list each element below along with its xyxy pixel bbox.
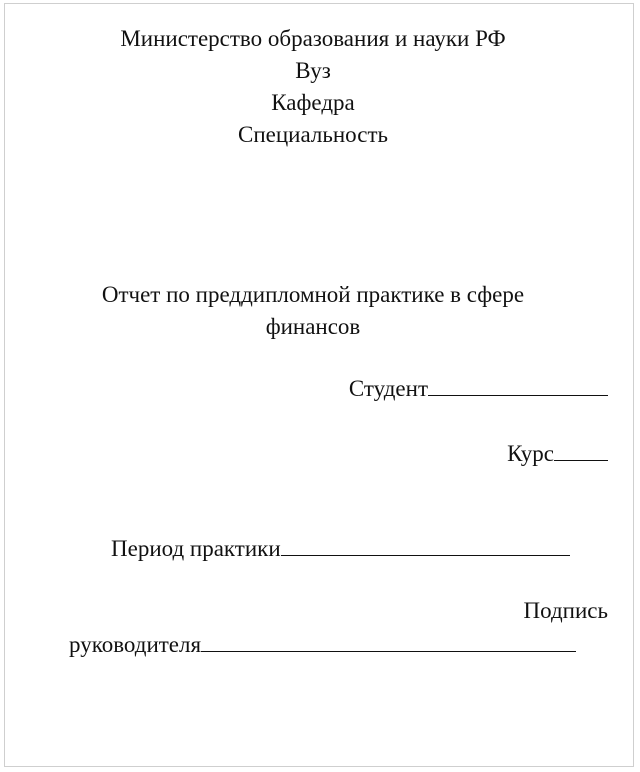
report-title-line-1: Отчет по преддипломной практике в сфере (101, 282, 525, 307)
ministry-heading: Министерство образования и науки РФ (120, 26, 506, 51)
report-title-line-2: финансов (265, 314, 361, 339)
specialty-heading: Специальность (238, 122, 388, 147)
student-field (349, 374, 608, 404)
student-label: Студент (348, 376, 428, 401)
period-label: Период практики (111, 536, 281, 561)
title-page (4, 3, 634, 767)
signature-label-line-1: Подпись (523, 598, 608, 623)
period-field (111, 534, 570, 564)
course-blank-line (554, 439, 608, 461)
course-field (507, 439, 608, 469)
period-blank-line (281, 534, 570, 556)
signature-label-line-2: руководителя (69, 632, 202, 657)
course-label: Курс (507, 441, 554, 466)
department-heading: Кафедра (271, 90, 355, 115)
university-heading: Вуз (295, 58, 331, 83)
signature-field (69, 630, 576, 660)
student-blank-line (428, 374, 608, 396)
signature-blank-line (201, 630, 576, 652)
